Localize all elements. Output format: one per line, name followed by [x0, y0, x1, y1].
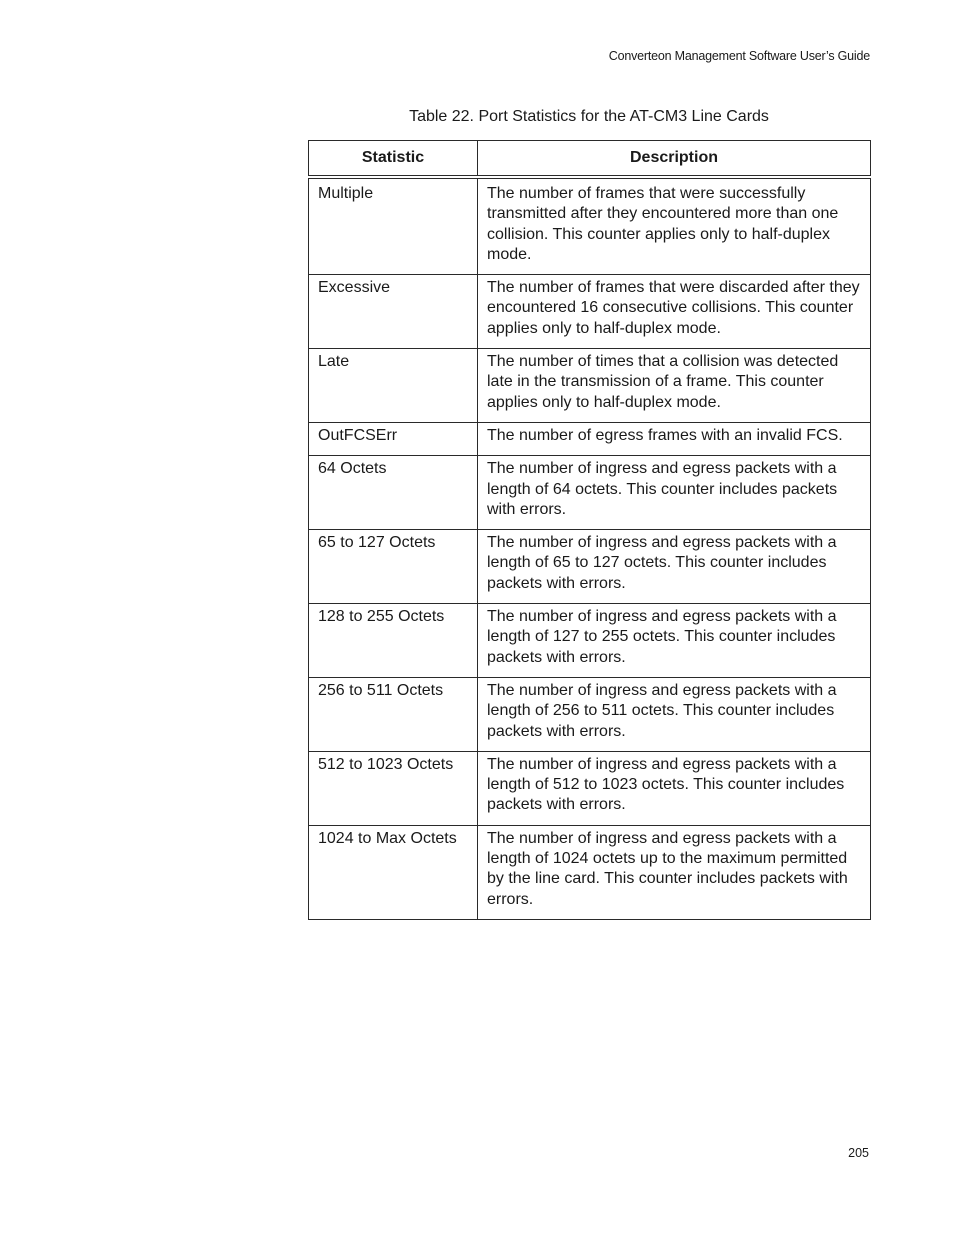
statistic-cell: OutFCSErr [309, 422, 478, 455]
statistic-cell: Multiple [309, 177, 478, 275]
statistic-cell: Late [309, 349, 478, 423]
description-cell: The number of egress frames with an invalid FCS. [478, 422, 871, 455]
column-header-statistic: Statistic [309, 141, 478, 178]
table-row [309, 456, 871, 530]
table-row [309, 275, 871, 349]
description-cell: The number of frames that were discarded after they encountered 16 consecutive collisions. This counter applies only to half-duplex mode. [478, 275, 871, 349]
description-cell: The number of ingress and egress packets with a length of 127 to 255 octets. This counter includes packets with errors. [478, 604, 871, 678]
table-caption: Table 22. Port Statistics for the AT-CM3 Line Cards [409, 108, 769, 125]
statistic-cell: 256 to 511 Octets [309, 677, 478, 751]
table-row [309, 349, 871, 423]
table-row [309, 177, 871, 275]
page-number: 205 [848, 1146, 869, 1160]
statistic-cell: 1024 to Max Octets [309, 825, 478, 919]
port-statistics-table [308, 140, 871, 920]
statistic-cell: 64 Octets [309, 456, 478, 530]
description-cell: The number of frames that were successfully transmitted after they encountered more than one collision. This counter applies only to half-duplex mode. [478, 177, 871, 275]
table-row [309, 422, 871, 455]
column-header-description: Description [478, 141, 871, 178]
description-cell: The number of ingress and egress packets with a length of 65 to 127 octets. This counter includes packets with errors. [478, 530, 871, 604]
table-header-row [309, 141, 871, 178]
description-cell: The number of ingress and egress packets with a length of 256 to 511 octets. This counter includes packets with errors. [478, 677, 871, 751]
table-row [309, 530, 871, 604]
description-cell: The number of ingress and egress packets with a length of 1024 octets up to the maximum permitted by the line card. This counter includes packets with errors. [478, 825, 871, 919]
description-cell: The number of times that a collision was detected late in the transmission of a frame. This counter applies only to half-duplex mode. [478, 349, 871, 423]
table-row [309, 751, 871, 825]
statistic-cell: 512 to 1023 Octets [309, 751, 478, 825]
statistic-cell: Excessive [309, 275, 478, 349]
table-row [309, 604, 871, 678]
statistic-cell: 65 to 127 Octets [309, 530, 478, 604]
running-header: Converteon Management Software User’s Guide [608, 49, 870, 63]
description-cell: The number of ingress and egress packets with a length of 64 octets. This counter includes packets with errors. [478, 456, 871, 530]
table-row [309, 825, 871, 919]
description-cell: The number of ingress and egress packets with a length of 512 to 1023 octets. This counter includes packets with errors. [478, 751, 871, 825]
table-row [309, 677, 871, 751]
statistic-cell: 128 to 255 Octets [309, 604, 478, 678]
